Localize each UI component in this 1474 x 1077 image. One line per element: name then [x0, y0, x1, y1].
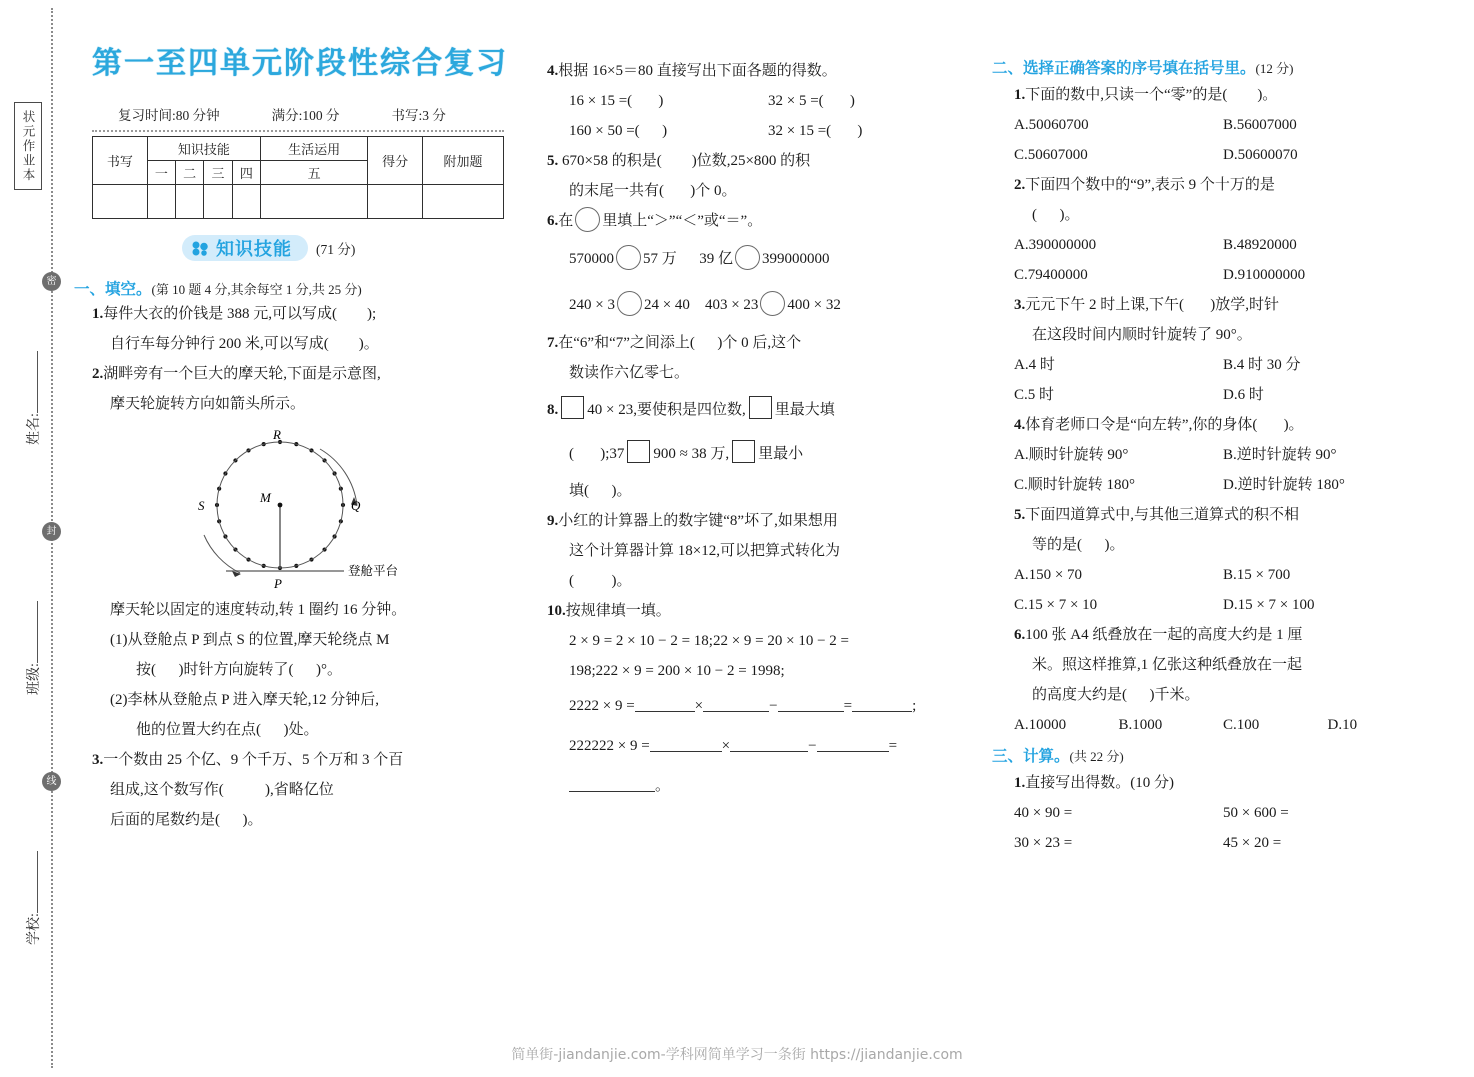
q6-cmp-4-left: 403 × 23 — [704, 297, 759, 313]
q2-line2: 摩天轮旋转方向如箭头所示。 — [110, 396, 306, 412]
part1-heading — [74, 277, 530, 299]
q10-blank-1c[interactable] — [778, 697, 844, 712]
q8-line2-a: ( — [569, 446, 574, 462]
p2q3-option-c[interactable]: C.5 时 — [1014, 387, 1055, 403]
q7-line1-pre: 在“6”和“7”之间添上( — [558, 335, 695, 351]
score-cell-4[interactable] — [232, 185, 260, 219]
p2q4-stem — [1014, 410, 1432, 440]
q1-line1-text: 每件大衣的价钱是 388 元,可以写成( — [103, 306, 337, 322]
seal-mark-feng: 封 — [42, 522, 61, 541]
footer-watermark: 简单街-jiandanjie.com-学科网简单学习一条街 https://jiandanjie.com — [511, 1047, 963, 1063]
p2q5-options-row2 — [1014, 590, 1432, 620]
part1-heading-points: (第 10 题 4 分,其余每空 1 分,共 25 分) — [151, 282, 362, 297]
p2q5-stem-l2-pre: 等的是( — [1032, 537, 1082, 553]
q10-period: 。 — [655, 778, 671, 794]
q2-sub1-line1: (1)从登舱点 P 到点 S 的位置,摩天轮绕点 M — [110, 632, 390, 648]
point-label-M: M — [260, 490, 271, 505]
p2q6-option-b[interactable]: B.1000 — [1118, 717, 1163, 733]
p2q4-stem-tail: )。 — [1283, 417, 1304, 433]
p2q6-option-d[interactable]: D.10 — [1327, 717, 1358, 733]
p2q1-option-a[interactable]: A.50060700 — [1014, 117, 1089, 133]
p2q4-options-row2 — [1014, 470, 1432, 500]
q4-item-1-text: 16 × 15 =( — [569, 93, 633, 109]
q6-circle-1[interactable] — [616, 245, 641, 270]
q2-sub1-pre: 按( — [136, 662, 156, 678]
p2q6-option-c[interactable]: C.100 — [1223, 717, 1260, 733]
q5-blank-zeros[interactable] — [664, 183, 690, 199]
q5-line1-tail: )位数,25×800 的积 — [691, 153, 811, 169]
school-field-label: 学校: — [27, 913, 42, 945]
q9-line3-tail: )。 — [611, 573, 632, 589]
score-cell-bonus[interactable] — [422, 185, 503, 219]
p3q1-row1 — [1014, 798, 1432, 828]
q2-sub2-line2 — [136, 715, 530, 745]
page-title: 第一至四单元阶段性综合复习 — [92, 46, 508, 81]
platform-label: 登舱平台 — [348, 564, 398, 578]
score-cell-1[interactable] — [147, 185, 175, 219]
q2-sub1-tail: )°。 — [316, 662, 342, 678]
p2q1-options-row2 — [1014, 140, 1432, 170]
p2q1-option-d[interactable]: D.50600070 — [1223, 147, 1298, 163]
q8-number: 8. — [547, 402, 559, 418]
p2q3-option-a[interactable]: A.4 时 — [1014, 357, 1055, 373]
p2q4-options-row1 — [1014, 440, 1432, 470]
part3-heading-cn: 三、计算。 — [992, 747, 1070, 765]
q10-times-1: × — [694, 698, 704, 714]
q9-line3 — [569, 566, 967, 596]
q8-line1 — [547, 388, 967, 432]
p3q1-item-1[interactable]: 40 × 90 = — [1014, 805, 1073, 821]
p2q5-option-b[interactable]: B.15 × 700 — [1223, 567, 1291, 583]
q6-cmp-1-right: 57 万 — [643, 251, 677, 267]
q1-line2-tail: )。 — [358, 336, 379, 352]
score-cell-total[interactable] — [368, 185, 423, 219]
column-right — [992, 0, 1432, 858]
p2q3-stem-line1 — [1014, 290, 1432, 320]
name-field[interactable] — [23, 335, 43, 445]
q2-blank-degrees[interactable] — [294, 662, 317, 678]
score-sub-1: 一 — [147, 161, 175, 185]
q6-cmp-1-left: 570000 — [569, 251, 614, 267]
p2q5-number: 5. — [1014, 507, 1026, 523]
q4-row-1 — [569, 86, 967, 116]
p2q1-option-c[interactable]: C.50607000 — [1014, 147, 1088, 163]
score-table — [92, 136, 504, 219]
binding-sidebar — [0, 0, 62, 1077]
p2q3-number: 3. — [1014, 297, 1026, 313]
q9-blank-expr[interactable] — [574, 573, 612, 589]
q1-line1 — [92, 299, 530, 329]
section-knowledge-points: (71 分) — [316, 242, 356, 257]
meta-total-score: 满分:100 分 — [271, 108, 340, 123]
p2q6-number: 6. — [1014, 627, 1026, 643]
p2q1-option-b[interactable]: B.56007000 — [1223, 117, 1297, 133]
p2q2-stem-line2 — [1032, 200, 1432, 230]
name-field-label: 姓名: — [27, 413, 42, 445]
exam-meta — [118, 104, 530, 124]
ferris-wheel-diagram — [168, 425, 530, 595]
q6-cmp-2-right: 399000000 — [762, 251, 830, 267]
score-sub-3: 三 — [204, 161, 232, 185]
q9-line2: 这个计算器计算 18×12,可以把算式转化为 — [569, 543, 840, 559]
q8-line2-b: );37 — [600, 446, 625, 462]
q6-stem-circle — [575, 207, 600, 232]
point-label-R: R — [273, 427, 281, 442]
q2-sub1-mid: )时针方向旋转了( — [178, 662, 294, 678]
q10-stem-text: 按规律填一填。 — [565, 603, 671, 619]
q10-number: 10. — [547, 603, 566, 619]
q6-cmp-2-left: 39 亿 — [699, 251, 734, 267]
p2q5-option-c[interactable]: C.15 × 7 × 10 — [1014, 597, 1098, 613]
p2q5-blank[interactable] — [1082, 537, 1105, 553]
q1-number: 1. — [92, 306, 104, 322]
q4-item-4-text: 32 × 15 =( — [768, 123, 832, 139]
q6-row-1 — [569, 236, 967, 282]
p2q2-option-a[interactable]: A.390000000 — [1014, 237, 1097, 253]
q10-fill-2-lead: 222222 × 9 = — [569, 738, 650, 754]
q10-blank-2d[interactable] — [569, 777, 655, 792]
q8-line1-b: 里最大填 — [774, 402, 835, 418]
p2q3-stem-l1-pre: 元元下午 2 时上课,下午( — [1025, 297, 1184, 313]
q8-line3-b: )。 — [611, 483, 632, 499]
p2q6-blank[interactable] — [1127, 687, 1150, 703]
q10-minus-2: − — [808, 738, 817, 754]
p2q2-option-d[interactable]: D.910000000 — [1223, 267, 1306, 283]
p2q3-options-row1 — [1014, 350, 1432, 380]
q6-cmp-4-right: 400 × 32 — [787, 297, 841, 313]
q1-line2-text: 自行车每分钟行 200 米,可以写成( — [110, 336, 329, 352]
score-th-writing: 书写 — [93, 137, 148, 185]
name-field-line[interactable] — [25, 351, 38, 413]
section-knowledge-label: 知识技能 — [216, 239, 292, 260]
q8-line3 — [569, 476, 967, 506]
class-field[interactable] — [23, 585, 43, 695]
q6-cmp-4 — [705, 297, 841, 313]
q6-cmp-1 — [569, 251, 677, 267]
q10-stem — [547, 596, 967, 626]
p2q3-blank[interactable] — [1184, 297, 1210, 313]
q7-number: 7. — [547, 335, 559, 351]
q10-eq-2: = — [888, 738, 898, 754]
q8-line2-d: 里最小 — [758, 446, 804, 462]
meta-writing-score: 书写:3 分 — [391, 108, 446, 123]
score-cell-3[interactable] — [204, 185, 232, 219]
q3-line3-pre: 后面的尾数约是( — [110, 812, 220, 828]
q2-line3: 摩天轮以固定的速度转动,转 1 圈约 16 分钟。 — [110, 602, 407, 618]
clover-icon — [192, 241, 209, 256]
q4-item-4[interactable]: 32 × 15 =( ) — [768, 123, 863, 139]
book-brand-box — [14, 102, 42, 190]
q2-sub2-tail: )处。 — [283, 722, 319, 738]
q3-line2 — [110, 775, 530, 805]
p2q2-blank[interactable] — [1037, 207, 1060, 223]
q3-blank-write[interactable] — [224, 782, 265, 798]
q6-circle-2[interactable] — [735, 245, 760, 270]
q10-fill-3 — [569, 766, 967, 806]
q10-blank-2c[interactable] — [817, 737, 889, 752]
score-th-total: 得分 — [368, 137, 423, 185]
p2q6-stem-line3 — [1032, 680, 1432, 710]
q8-line2 — [569, 432, 967, 476]
p2q5-option-a[interactable]: A.150 × 70 — [1014, 567, 1083, 583]
p2q4-blank[interactable] — [1257, 417, 1283, 433]
q3-line3-tail: )。 — [242, 812, 263, 828]
q7-line1-tail: )个 0 后,这个 — [717, 335, 802, 351]
q10-fill-1 — [569, 686, 967, 726]
school-field[interactable] — [23, 835, 43, 945]
q10-blank-1b[interactable] — [703, 697, 769, 712]
q6-cmp-2 — [699, 251, 829, 267]
q3-line1-text: 一个数由 25 个亿、9 个千万、5 个万和 3 个百 — [103, 752, 404, 768]
p2q5-stem-line2 — [1032, 530, 1432, 560]
q10-blank-1a[interactable] — [635, 697, 695, 712]
seal-mark-xian: 线 — [42, 772, 61, 791]
q6-stem-tail: 里填上“＞”“＜”或“＝”。 — [602, 213, 763, 229]
q5-line1-pre: 670×58 的积是( — [562, 153, 662, 169]
p2q2-option-c[interactable]: C.79400000 — [1014, 267, 1088, 283]
q5-line2-pre: 的末尾一共有( — [569, 183, 664, 199]
column-middle — [547, 0, 967, 806]
worksheet-page — [62, 0, 1474, 1077]
q7-blank-zeros[interactable] — [695, 335, 718, 351]
q4-item-2-text: 32 × 5 =( — [768, 93, 824, 109]
q10-semi-1: ; — [912, 698, 917, 714]
q6-stem-pre: 在 — [558, 213, 574, 229]
p3q1-row2 — [1014, 828, 1432, 858]
q4-number: 4. — [547, 63, 559, 79]
q1-blank-2[interactable] — [329, 336, 359, 352]
p2q5-stem-l2-tail: )。 — [1104, 537, 1125, 553]
p2q6-stem-l1: 100 张 A4 纸叠放在一起的高度大约是 1 厘 — [1025, 627, 1303, 643]
score-th-life: 生活运用 — [261, 137, 368, 161]
p2q2-stem-l2-pre: ( — [1032, 207, 1037, 223]
part2-heading-cn: 二、选择正确答案的序号填在括号里。 — [992, 59, 1256, 77]
q10-example-1: 2 × 9 = 2 × 10 − 2 = 18;22 × 9 = 20 × 10 − 2 = — [569, 633, 850, 649]
q2-blank-direction[interactable] — [156, 662, 179, 678]
p2q3-option-d[interactable]: D.6 时 — [1223, 387, 1264, 403]
part3-heading — [992, 744, 1432, 766]
q8-box-3[interactable] — [627, 440, 650, 463]
q2-sub1-line2 — [136, 655, 530, 685]
q9-number: 9. — [547, 513, 559, 529]
q4-stem — [547, 56, 967, 86]
q10-fill-1-lead: 2222 × 9 = — [569, 698, 635, 714]
q5-line1 — [547, 146, 967, 176]
q1-blank-1[interactable] — [337, 306, 367, 322]
p3q1-stem — [1014, 768, 1432, 798]
q10-example-2: 198;222 × 9 = 200 × 10 − 2 = 1998; — [569, 663, 785, 679]
point-label-S: S — [198, 498, 205, 513]
q10-blank-2b[interactable] — [730, 737, 808, 752]
p2q1-stem — [1014, 80, 1432, 110]
q1-line1-tail: ); — [367, 306, 377, 322]
p2q2-options-row1 — [1014, 230, 1432, 260]
p2q6-option-a[interactable]: A.10000 — [1014, 717, 1067, 733]
q3-line2-pre: 组成,这个数写作( — [110, 782, 224, 798]
divider-dotted — [92, 130, 504, 132]
q4-item-1[interactable]: 16 × 15 =( ) — [569, 93, 664, 109]
p2q3-options-row2 — [1014, 380, 1432, 410]
p2q5-stem-l1: 下面四道算式中,与其他三道算式的积不相 — [1025, 507, 1300, 523]
p2q2-stem-l2-tail: )。 — [1059, 207, 1080, 223]
p2q1-blank[interactable] — [1227, 87, 1257, 103]
q10-blank-2a[interactable] — [650, 737, 722, 752]
score-cell-5[interactable] — [261, 185, 368, 219]
p3q1-stem-text: 直接写出得数。 — [1025, 775, 1131, 791]
p2q6-stem-line1 — [1014, 620, 1432, 650]
p2q1-number: 1. — [1014, 87, 1026, 103]
q10-fill-2 — [569, 726, 967, 766]
p3q1-item-3[interactable]: 30 × 23 = — [1014, 835, 1073, 851]
q4-item-3[interactable]: 160 × 50 =( ) — [569, 123, 668, 139]
p3q1-item-2[interactable]: 50 × 600 = — [1223, 805, 1289, 821]
q5-blank-digits[interactable] — [662, 153, 692, 169]
p2q5-options-row1 — [1014, 560, 1432, 590]
point-label-P: P — [274, 576, 282, 590]
p2q2-number: 2. — [1014, 177, 1026, 193]
p2q5-option-d[interactable]: D.15 × 7 × 100 — [1223, 597, 1315, 613]
q3-line1 — [92, 745, 530, 775]
score-sub-5: 五 — [261, 161, 368, 185]
book-brand-label: 状元作业本 — [21, 109, 35, 183]
q6-circle-4[interactable] — [760, 291, 785, 316]
q3-line3 — [110, 805, 530, 835]
q6-cmp-3 — [569, 297, 690, 313]
p2q2-stem-line1 — [1014, 170, 1432, 200]
q8-box-4[interactable] — [732, 440, 755, 463]
part2-heading — [992, 56, 1432, 78]
q8-box-2[interactable] — [749, 396, 772, 419]
section-knowledge-header — [182, 235, 530, 261]
q2-number: 2. — [92, 366, 104, 382]
q4-row-2 — [569, 116, 967, 146]
p2q2-stem-l1: 下面四个数中的“9”,表示 9 个十万的是 — [1025, 177, 1275, 193]
p2q4-number: 4. — [1014, 417, 1026, 433]
q6-number: 6. — [547, 213, 559, 229]
p2q1-options-row1 — [1014, 110, 1432, 140]
q3-blank-round[interactable] — [220, 812, 243, 828]
score-cell-2[interactable] — [176, 185, 204, 219]
score-th-knowledge: 知识技能 — [147, 137, 260, 161]
q8-blank-max[interactable] — [574, 446, 600, 462]
q6-cmp-3-right: 24 × 40 — [643, 297, 690, 313]
p2q1-stem-tail: )。 — [1257, 87, 1278, 103]
q7-line1 — [547, 328, 967, 358]
p2q4-option-a[interactable]: A.顺时针旋转 90° — [1014, 447, 1129, 463]
q1-line2 — [110, 329, 530, 359]
q6-cmp-3-left: 240 × 3 — [569, 297, 615, 313]
q4-item-3-text: 160 × 50 =( — [569, 123, 640, 139]
p2q3-option-b[interactable]: B.4 时 30 分 — [1223, 357, 1301, 373]
score-th-bonus: 附加题 — [422, 137, 503, 185]
point-label-Q: Q — [351, 498, 361, 513]
q10-times-2: × — [721, 738, 731, 754]
class-field-label: 班级: — [27, 663, 42, 695]
p3q1-points: (10 分) — [1130, 775, 1175, 791]
part1-heading-cn: 一、填空。 — [74, 280, 152, 298]
column-left — [70, 0, 530, 835]
p2q6-stem-l3-tail: )千米。 — [1149, 687, 1200, 703]
q8-line1-a: 40 × 23,要使积是四位数, — [587, 402, 746, 418]
q2-sub2-line1: (2)李林从登舱点 P 进入摩天轮,12 分钟后, — [110, 692, 380, 708]
school-field-line[interactable] — [25, 851, 38, 913]
p2q2-option-b[interactable]: B.48920000 — [1223, 237, 1297, 253]
score-sub-2: 二 — [176, 161, 204, 185]
p2q3-stem-l1-tail: )放学,时针 — [1210, 297, 1279, 313]
q4-stem-text: 根据 16×5＝80 直接写出下面各题的得数。 — [558, 63, 837, 79]
seal-mark-mi: 密 — [42, 272, 61, 291]
part2-heading-points: (12 分) — [1255, 61, 1294, 76]
q8-blank-min[interactable] — [589, 483, 612, 499]
q6-row-2 — [569, 282, 967, 328]
q2-sub2-pre: 他的位置大约在点( — [136, 722, 261, 738]
score-sub-4: 四 — [232, 161, 260, 185]
p2q4-stem-pre: 体育老师口令是“向左转”,你的身体( — [1025, 417, 1258, 433]
q3-number: 3. — [92, 752, 104, 768]
p2q6-options-row — [1014, 710, 1432, 740]
p2q4-option-d[interactable]: D.逆时针旋转 180° — [1223, 477, 1345, 493]
q5-number: 5. — [547, 153, 559, 169]
q6-circle-3[interactable] — [617, 291, 642, 316]
q10-blank-1d[interactable] — [852, 697, 912, 712]
section-knowledge-pill — [182, 235, 308, 261]
q10-minus-1: − — [769, 698, 778, 714]
class-field-line[interactable] — [25, 601, 38, 663]
q7-line2: 数读作六亿零七。 — [569, 365, 690, 381]
q5-line2 — [569, 176, 967, 206]
q8-box-1[interactable] — [561, 396, 584, 419]
meta-duration: 复习时间:80 分钟 — [118, 108, 220, 123]
q8-line3-a: 填( — [569, 483, 589, 499]
p3q1-item-4[interactable]: 45 × 20 = — [1223, 835, 1282, 851]
p2q6-stem-line2: 米。照这样推算,1 亿张这种纸叠放在一起 — [1032, 657, 1303, 673]
p2q4-option-c[interactable]: C.顺时针旋转 180° — [1014, 477, 1136, 493]
part3-heading-points: (共 22 分) — [1069, 749, 1124, 764]
q6-stem — [547, 206, 967, 236]
p2q4-option-b[interactable]: B.逆时针旋转 90° — [1223, 447, 1337, 463]
p2q1-stem-pre: 下面的数中,只读一个“零”的是( — [1025, 87, 1228, 103]
p2q2-options-row2 — [1014, 260, 1432, 290]
p3q1-number: 1. — [1014, 775, 1026, 791]
p2q3-stem-line2: 在这段时间内顺时针旋转了 90°。 — [1032, 327, 1252, 343]
q5-line2-tail: )个 0。 — [690, 183, 737, 199]
q9-line1 — [547, 506, 967, 536]
q8-line2-c: 900 ≈ 38 万, — [653, 446, 730, 462]
q2-line1-text: 湖畔旁有一个巨大的摩天轮,下面是示意图, — [103, 366, 381, 382]
q9-line3-pre: ( — [569, 573, 574, 589]
q4-item-2[interactable]: 32 × 5 =( ) — [768, 93, 855, 109]
q9-line1-text: 小红的计算器上的数字键“8”坏了,如果想用 — [558, 513, 838, 529]
p2q5-stem-line1 — [1014, 500, 1432, 530]
q3-line2-tail: ),省略亿位 — [265, 782, 334, 798]
q2-blank-point[interactable] — [261, 722, 284, 738]
p2q6-stem-l3-pre: 的高度大约是( — [1032, 687, 1127, 703]
q10-eq-1: = — [843, 698, 853, 714]
score-cell-writing[interactable] — [93, 185, 148, 219]
q2-line1 — [92, 359, 530, 389]
